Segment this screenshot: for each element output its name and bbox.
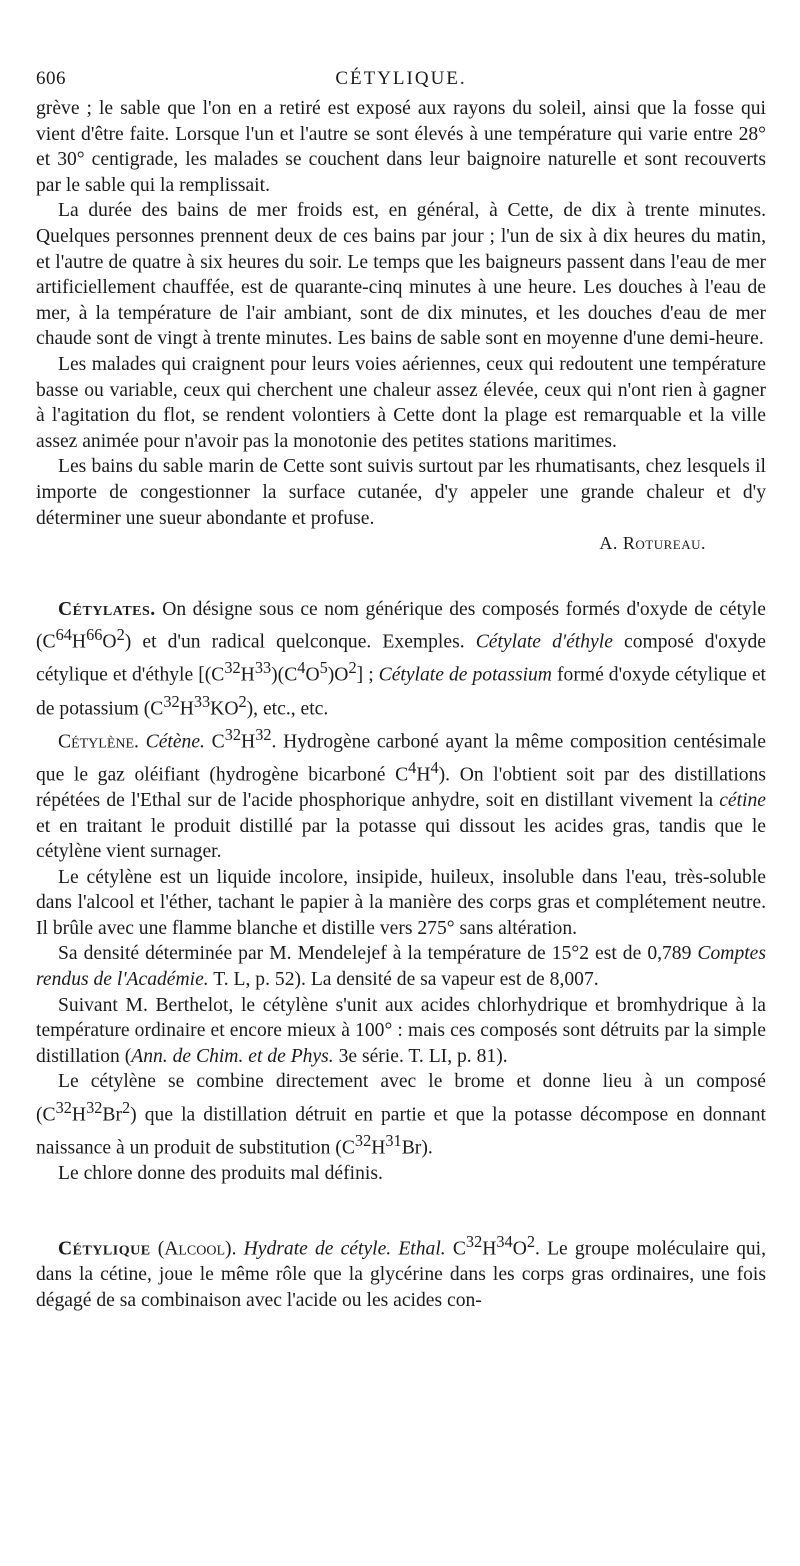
spacer bbox=[36, 557, 766, 597]
entry-text: composé d'oxyde cétylique et d'éthyle [(C bbox=[36, 631, 766, 686]
entry-cetylene bbox=[36, 722, 766, 865]
entry-heading-cetylene: Cétylène. bbox=[58, 731, 139, 753]
formula-subscript: 34 bbox=[496, 1231, 513, 1251]
entry-text: . Hydrogène carboné ayant la même composition centésimale que le gaz oléifiant (hydrogène bicarboné C bbox=[36, 731, 767, 786]
entry-text: T. L, p. 52). La densité de sa vapeur est de 8,007. bbox=[208, 969, 599, 991]
paragraph-cetylene-bromine bbox=[36, 1069, 766, 1161]
entry-text: H bbox=[416, 764, 431, 786]
running-head bbox=[36, 62, 766, 96]
formula-subscript: 32 bbox=[163, 691, 180, 711]
entry-text: 3e série. T. LI, p. 81). bbox=[333, 1045, 508, 1067]
citation: Ann. de Chim. et de Phys. bbox=[131, 1045, 334, 1067]
entry-heading-cetylates: Cétylates. bbox=[58, 598, 156, 620]
entry-text: ), etc., etc. bbox=[246, 698, 329, 720]
paragraph-sand-baths-continued: grève ; le sable que l'on en a retiré est exposé aux rayons du soleil, ainsi que la fosse qui vient d'être faite. Lorsque l'un et l'autre se sont élevés à une température qui varie entre 28° et 30° centigrade, les malades se couchent dans leur baignoire naturelle et sont recouverts par le sable qui la remplissait. bbox=[36, 98, 766, 196]
citation: Comptes rendus de l'Académie. bbox=[36, 943, 766, 991]
entry-text: ) que la distillation détruit en partie et que la potasse décompose en donnant naissance à un produit de substitution (C bbox=[36, 1104, 766, 1159]
formula-subscript: 32 bbox=[55, 1098, 72, 1118]
entry-text: )O bbox=[327, 664, 349, 686]
formula-subscript: 66 bbox=[86, 625, 103, 645]
entry-cetylates bbox=[36, 597, 766, 722]
running-head-title: CÉTYLIQUE. bbox=[335, 68, 467, 89]
entry-text: O bbox=[305, 664, 320, 686]
entry-text: O bbox=[512, 1238, 527, 1260]
paragraph-rheumatism: Les bains du sable marin de Cette sont suivis surtout par les rhumatisants, chez lesquels il importe de congestionner la surface cutanée, d'y appeler une grande chaleur et d'y déterminer une sueur abondante et profuse. bbox=[36, 456, 766, 529]
formula-subscript: 32 bbox=[224, 658, 241, 678]
entry-text: H bbox=[482, 1238, 497, 1260]
page bbox=[36, 62, 766, 1313]
paragraph-patients: Les malades qui craignent pour leurs voies aériennes, ceux qui redoutent une température basse ou variable, ceux qui cherchent une chaleur assez élevée, ceux qui n'ont rien à gagner à l'agitation du flot, se rendent volontiers à Cette dont la plage est remarquable et la ville assez animée pour n'avoir pas la monotonie des petites stations maritimes. bbox=[36, 353, 766, 452]
author-signature: A. Rotureau. bbox=[599, 533, 706, 554]
entry-text: C bbox=[204, 731, 225, 753]
formula-subscript: 31 bbox=[385, 1131, 402, 1151]
entry-text: H bbox=[71, 1104, 87, 1126]
entry-text: C bbox=[445, 1238, 466, 1260]
entry-text: H bbox=[371, 1137, 386, 1159]
spacer bbox=[36, 1187, 766, 1229]
formula-subscript: 2 bbox=[122, 1098, 131, 1118]
formula-subscript: 32 bbox=[354, 1131, 372, 1151]
entry-text: )(C bbox=[271, 664, 298, 686]
entry-text: H bbox=[241, 731, 256, 753]
paragraph-bath-duration: La durée des bains de mer froids est, en général, à Cette, de dix à trente minutes. Quelques personnes prennent deux de ces bains par jour ; l'un de six à dix heures du matin, et l'autre de quatre à six heures du soir. Le temps que les baigneurs passent dans l'eau de mer artificiellement chauffée, est de quarante-cinq minutes à une heure. Les douches à l'eau de mer, à la température de l'air ambiant, sont de dix minutes, et les douches d'eau de mer chaude sont de vingt à trente minutes. Les bains de sable sont en moyenne d'une demi-heure. bbox=[36, 200, 766, 350]
formula-subscript: 4 bbox=[297, 658, 306, 678]
page-number: 606 bbox=[36, 68, 66, 89]
formula-subscript: 2 bbox=[116, 625, 125, 645]
formula-subscript: 5 bbox=[319, 658, 328, 678]
formula-subscript: 64 bbox=[55, 625, 72, 645]
entry-text: formé d'oxyde cétylique et de potassium (C bbox=[36, 664, 767, 720]
entry-text: Suivant M. Berthelot, le cétylène s'unit aux acides chlorhydrique et bromhydrique à la température ordinaire et encore mieux à 100° : mais ces composés sont détruits par la simple distillation ( bbox=[36, 994, 766, 1067]
formula-subscript: 32 bbox=[465, 1231, 483, 1251]
paragraph-cetylene-properties: Le cétylène est un liquide incolore, insipide, huileux, insoluble dans l'eau, très-soluble dans l'alcool et l'éther, tachant le papier à la manière des corps gras et complétement neutre. Il brûle avec une flamme blanche et distille vers 275° sans altération. bbox=[36, 866, 766, 939]
entry-text: Sa densité déterminée par M. Mendelejef à la température de 15°2 est de 0,789 bbox=[58, 943, 698, 965]
formula-subscript: 32 bbox=[255, 724, 272, 744]
formula-subscript: 2 bbox=[526, 1231, 536, 1251]
entry-text: O bbox=[102, 631, 117, 653]
formula-subscript: 2 bbox=[348, 658, 357, 678]
formula-subscript: 33 bbox=[254, 658, 272, 678]
formula-subscript: 33 bbox=[193, 691, 211, 711]
entry-text: On désigne sous ce nom générique des composés formés d'oxyde de cétyle (C bbox=[36, 598, 766, 653]
entry-text: H bbox=[179, 698, 194, 720]
entry-text: H bbox=[240, 664, 255, 686]
formula-subscript: 2 bbox=[238, 691, 247, 711]
entry-text: et en traitant le produit distillé par la potasse qui dissout les acides gras, tandis que le cétylène vient surnager. bbox=[36, 815, 766, 863]
paragraph-cetylene-density bbox=[36, 941, 766, 992]
entry-text: Br bbox=[102, 1104, 122, 1126]
entry-text: Le cétylène se combine directement avec le brome et donne lieu à un composé (C bbox=[36, 1071, 766, 1126]
entry-heading-cetylique: Cétylique bbox=[58, 1238, 151, 1260]
entry-text: . Le groupe moléculaire qui, dans la cétine, joue le même rôle que la glycérine dans les corps gras ordinaires, une fois dégagé de sa combinaison avec l'acide ou les acides con- bbox=[36, 1238, 767, 1311]
entry-synonym: Cétène. bbox=[145, 731, 205, 753]
entry-text: H bbox=[71, 631, 87, 653]
formula-subscript: 4 bbox=[430, 757, 439, 777]
term-cetine: cétine bbox=[719, 789, 766, 811]
formula-subscript: 32 bbox=[86, 1098, 103, 1118]
entry-text: ] ; bbox=[356, 664, 379, 686]
entry-text: ) et d'un radical quelconque. Exemples. bbox=[124, 631, 476, 653]
formula-subscript: 4 bbox=[408, 757, 417, 777]
paragraph-cetylene-chlorine: Le chlore donne des produits mal définis. bbox=[58, 1163, 383, 1185]
entry-synonym: Hydrate de cétyle. Ethal. bbox=[243, 1238, 446, 1260]
entry-text: KO bbox=[210, 698, 239, 720]
entry-text: ). On l'obtient soit par des distillations répétées de l'Ethal sur de l'acide phosphorique anhydre, soit en distillant vivement la bbox=[36, 764, 767, 811]
formula-subscript: 32 bbox=[224, 724, 242, 744]
example-term: Cétylate de potassium bbox=[378, 664, 552, 686]
entry-cetylique bbox=[36, 1229, 766, 1313]
entry-text: Br). bbox=[401, 1137, 433, 1159]
paragraph-cetylene-berthelot bbox=[36, 993, 766, 1070]
example-term: Cétylate d'éthyle bbox=[475, 631, 613, 653]
entry-qualifier: (Alcool). bbox=[150, 1238, 244, 1260]
